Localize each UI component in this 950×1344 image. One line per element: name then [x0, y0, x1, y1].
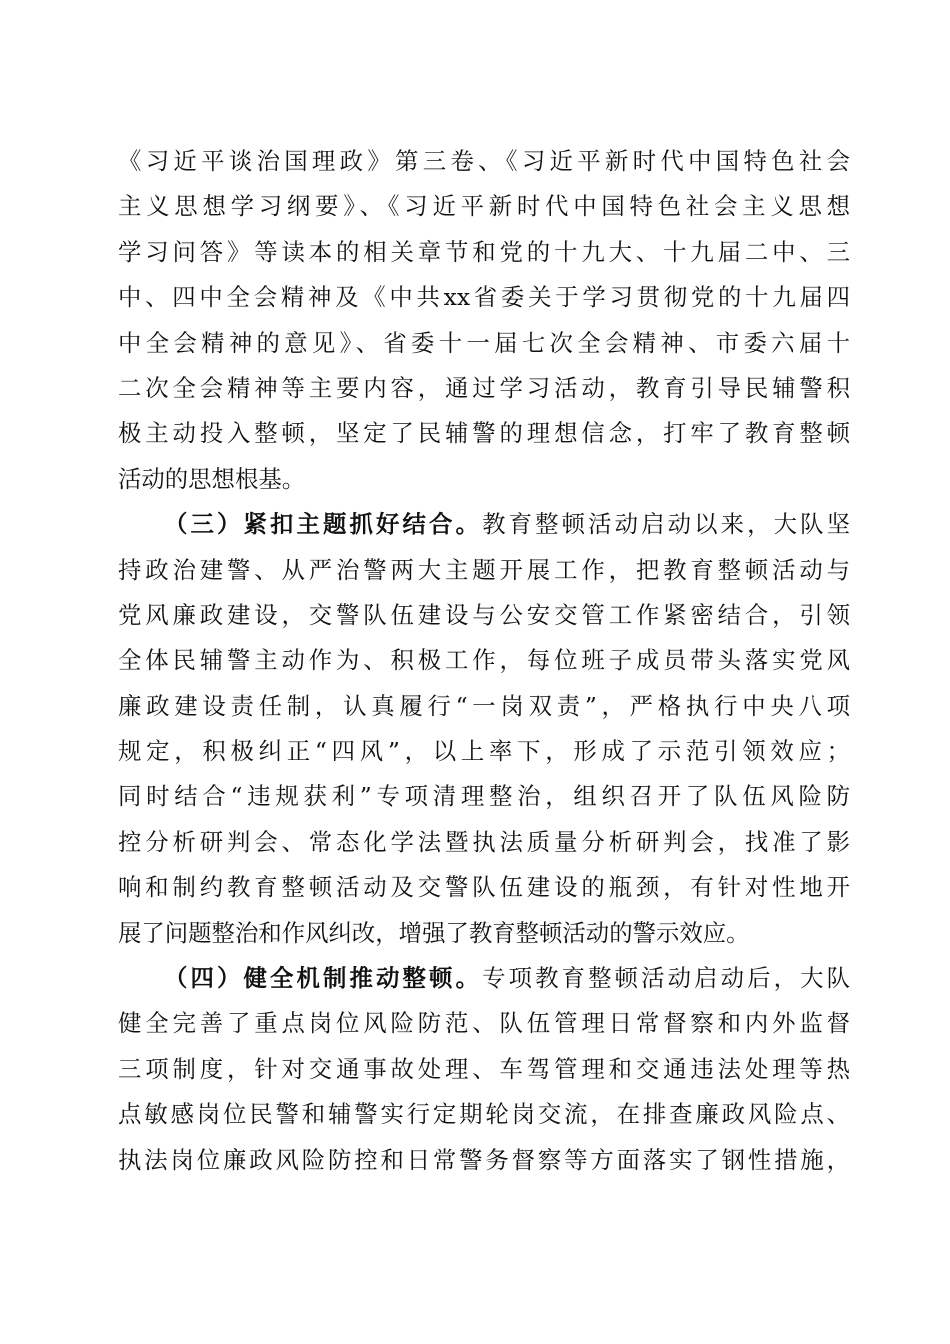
text-line: 展了问题整治和作风纠改，增强了教育整顿活动的警示效应。 [118, 918, 750, 947]
paragraph-mechanism [118, 956, 850, 1183]
document-body [118, 139, 850, 1183]
section-heading-3: （三）紧扣主题抓好结合。 [164, 510, 483, 539]
text-line-first [118, 956, 850, 1001]
text-line: 全体民辅警主动作为、积极工作，每位班子成员带头落实党风 [118, 646, 850, 675]
text-line: 党风廉政建设，交警队伍建设与公安交管工作紧密结合，引领 [118, 600, 850, 629]
text-line: 同时结合“违规获利”专项清理整治，组织召开了队伍风险防 [118, 782, 850, 811]
text-line: 执法岗位廉政风险防控和日常警务督察等方面落实了钢性措施， [118, 1145, 850, 1174]
text-line: 学习问答》等读本的相关章节和党的十九大、十九届二中、三 [118, 237, 850, 266]
text-line: 响和制约教育整顿活动及交警队伍建设的瓶颈，有针对性地开 [118, 873, 850, 902]
text-line: 廉政建设责任制，认真履行“一岗双责”，严格执行中央八项 [118, 691, 850, 720]
text-line: 中、四中全会精神及《中共xx省委关于学习贯彻党的十九届四 [118, 283, 850, 312]
text-line: 三项制度，针对交通事故处理、车驾管理和交通违法处理等热 [118, 1054, 850, 1083]
text-line: 主义思想学习纲要》、《习近平新时代中国特色社会主义思想 [118, 192, 850, 221]
text-line: 活动的思想根基。 [118, 464, 306, 493]
text-line: 控分析研判会、常态化学法暨执法质量分析研判会，找准了影 [118, 827, 850, 856]
text-line-first [118, 502, 850, 547]
text-line: 《习近平谈治国理政》第三卷、《习近平新时代中国特色社会 [118, 147, 850, 175]
text-line: 二次全会精神等主要内容，通过学习活动，教育引导民辅警积 [118, 373, 850, 402]
paragraph-theme-combination [118, 502, 850, 956]
text-line: 中全会精神的意见》、省委十一届七次全会精神、市委六届十 [118, 328, 850, 357]
text-line: 健全完善了重点岗位风险防范、队伍管理日常督察和内外监督 [118, 1009, 850, 1038]
text-run: 专项教育整顿活动启动后，大队 [482, 964, 851, 993]
section-heading-4: （四）健全机制推动整顿。 [164, 964, 483, 993]
text-line: 极主动投入整顿，坚定了民辅警的理想信念，打牢了教育整顿 [118, 419, 850, 448]
text-run: 教育整顿活动启动以来，大队坚 [482, 510, 851, 539]
paragraph-study-content [118, 139, 850, 502]
text-line: 持政治建警、从严治警两大主题开展工作，把教育整顿活动与 [118, 555, 850, 584]
text-line: 点敏感岗位民警和辅警实行定期轮岗交流，在排查廉政风险点、 [118, 1100, 850, 1129]
text-line: 规定，积极纠正“四风”，以上率下，形成了示范引领效应； [118, 737, 850, 766]
